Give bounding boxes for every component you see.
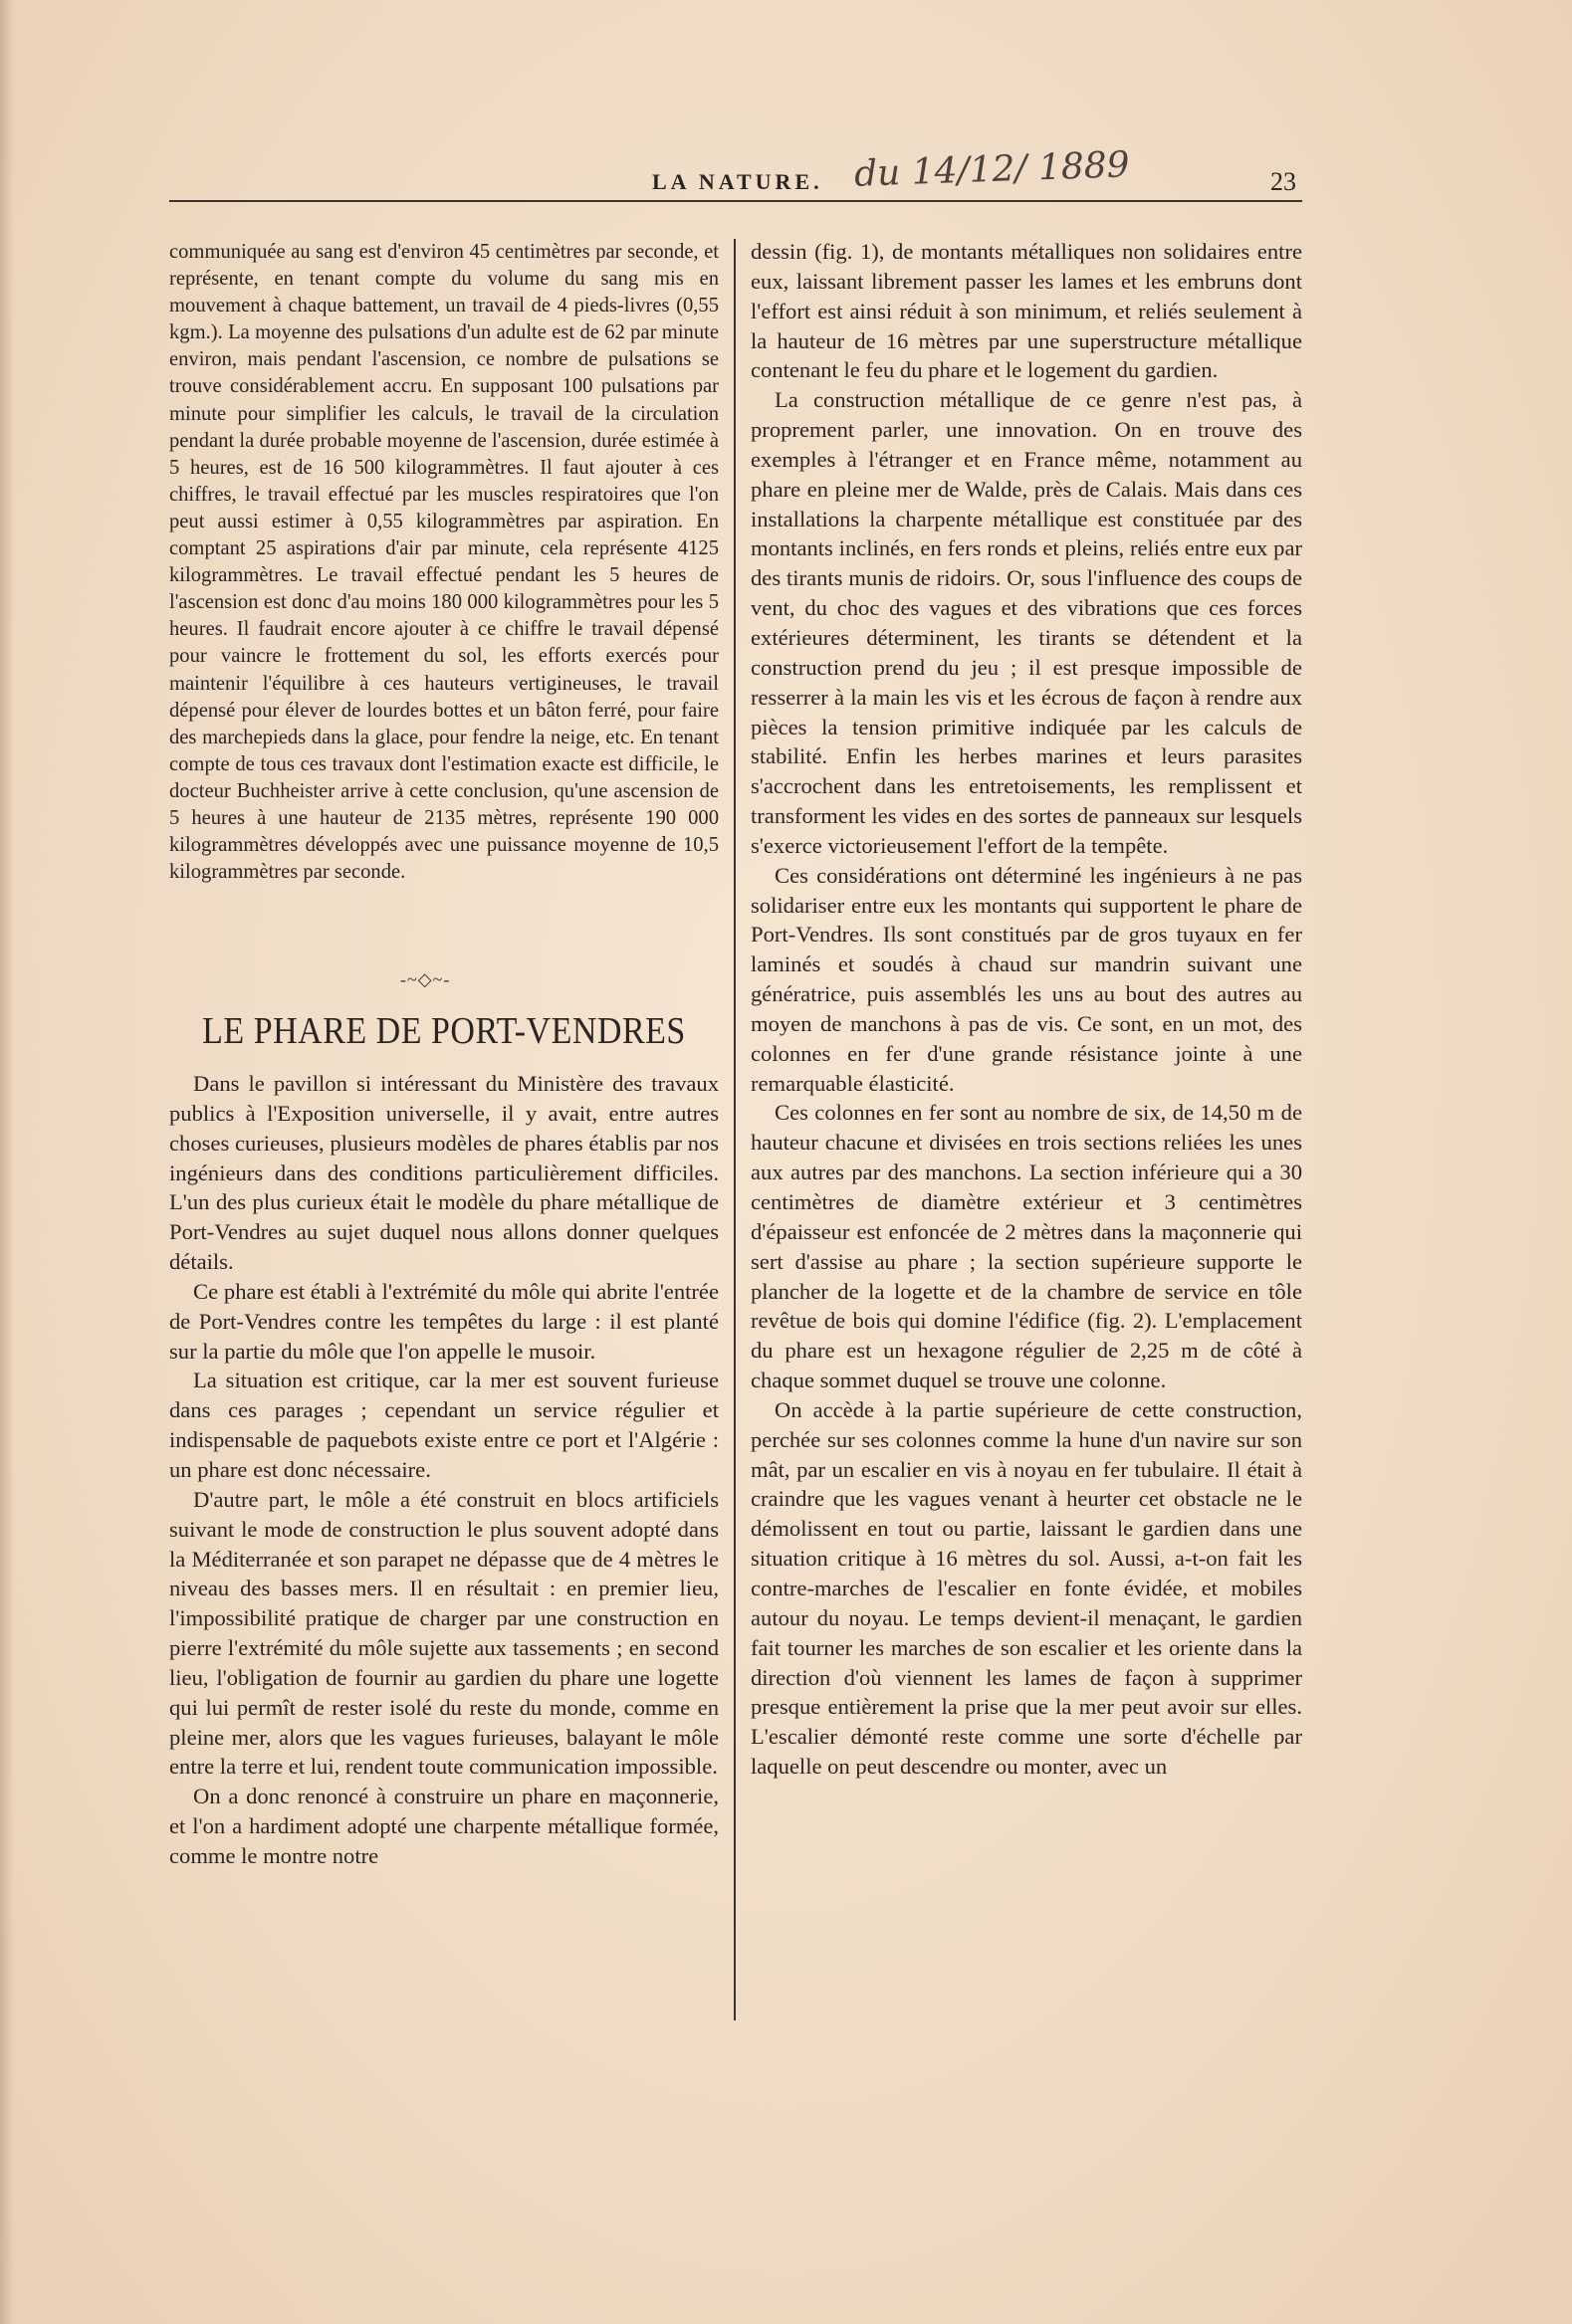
paragraph: D'autre part, le môle a été construit en blocs artificiels suivant le mode de construction le plus souvent adopté dans la Méditerranée et son parapet ne dépasse que de 4 mètres le niveau des basses mers. Il en résultait : en premier lieu, l'impossibilité pratique de charger par une construction en pierre l'extrémité du môle sujette aux tassements ; en second lieu, l'obligation de fournir au gardien du phare une logette qui lui permît de rester isolé du reste du monde, comme en pleine mer, alors que les vagues furieuses, balayant le môle entre la terre et lui, rendent toute communication impossible. [169, 1486, 719, 1780]
right-column-article [751, 237, 1302, 1782]
paragraph: On a donc renoncé à construire un phare en maçonnerie, et l'on a hardiment adopté une charpente métallique formée, comme le montre notre [169, 1784, 719, 1868]
page-edge-shadow [0, 0, 14, 2324]
column-divider [734, 239, 736, 2020]
paragraph: dessin (fig. 1), de montants métalliques non solidaires entre eux, laissant librement passer les lames et les embruns dont l'effort est ainsi réduit à son minimum, et reliés seulement à la hauteur de 16 mètres par une superstructure métallique contenant le feu du phare et le logement du gardien. [751, 239, 1302, 383]
left-column-top-text [169, 239, 719, 886]
paragraph: communiquée au sang est d'environ 45 centimètres par seconde, et représente, en tenant compte du volume du sang mis en mouvement à chaque battement, un travail de 4 pieds-livres (0,55 kgm.). La moyenne des pulsations d'un adulte est de 62 par minute environ, mais pendant l'ascension, ce nombre de pulsations se trouve considérablement accru. En supposant 100 pulsations par minute pour simplifier les calculs, le travail de la circulation pendant la durée probable moyenne de l'ascension, durée estimée à 5 heures, est de 16 500 kilogrammètres. Il faut ajouter à ces chiffres, le travail effectué par les muscles respiratoires que l'on peut aussi estimer à 0,55 kilogrammètres par aspiration. En comptant 25 aspirations d'air par minute, cela représente 4125 kilogrammètres. Le travail effectué pendant les 5 heures de l'ascension est donc d'au moins 180 000 kilogrammètres pour les 5 heures. Il faudrait encore ajouter à ce chiffre le travail dépensé pour vaincre le frottement du sol, les efforts exercés pour maintenir l'équilibre à ces hauteurs vertigineuses, le travail dépensé pour élever de lourdes bottes et un bâton ferré, pour faire des marchepieds dans la glace, pour fendre la neige, etc. En tenant compte de tous ces travaux dont l'estimation exacte est difficile, le docteur Buchheister arrive à cette conclusion, qu'une ascension de 5 heures à une hauteur de 2135 mètres, représente 190 000 kilogrammètres développés avec une puissance moyenne de 10,5 kilogrammètres par seconde. [169, 241, 719, 884]
paragraph: Dans le pavillon si intéressant du Ministère des travaux publics à l'Exposition universelle, il y avait, entre autres choses curieuses, plusieurs modèles de phares établis par nos ingénieurs dans des conditions particulièrement difficiles. L'un des plus curieux était le modèle du phare métallique de Port-Vendres au sujet duquel nous allons donner quelques détails. [169, 1071, 719, 1275]
handwritten-date: du 14/12/ 1889 [853, 144, 1131, 195]
page-number: 23 [1270, 167, 1296, 196]
left-column-article [169, 1069, 719, 1871]
section-ornament: -~◇~- [400, 969, 451, 989]
header-rule [169, 200, 1302, 202]
paragraph: On accède à la partie supérieure de cette construction, perchée sur ses colonnes comme la hune d'un navire sur son mât, par un escalier en vis à noyau en fer tubulaire. Il était à craindre que les vagues venant à heurter cet obstacle ne le démolissent en tout ou partie, laissant le gardien dans une situation critique à 16 mètres du sol. Aussi, a-t-on fait les contre-marches de l'escalier en fonte évidée, et mobiles autour du noyau. Le temps devient-il menaçant, le gardien fait tourner les marches de son escalier et les oriente dans la direction d'où viennent les lames de façon à supprimer presque entièrement la prise que la mer peut avoir sur elles. L'escalier démonté reste comme une sorte d'échelle par laquelle on peut descendre ou monter, avec un [751, 1396, 1302, 1780]
paragraph: Ce phare est établi à l'extrémité du môle qui abrite l'entrée de Port-Vendres contre les tempêtes du large : il est planté sur la partie du môle que l'on appelle le musoir. [169, 1278, 719, 1364]
paragraph: La situation est critique, car la mer est souvent furieuse dans ces parages ; cependant un service régulier et indispensable de paquebots existe entre ce port et l'Algérie : un phare est donc nécessaire. [169, 1368, 719, 1482]
article-title: LE PHARE DE PORT-VENDRES [202, 1010, 686, 1053]
paragraph: La construction métallique de ce genre n'est pas, à proprement parler, une innovation. On en trouve des exemples à l'étranger et en France même, notamment au phare en pleine mer de Walde, près de Calais. Mais dans ces installations la charpente métallique est constituée par des montants inclinés, en fers ronds et pleins, reliés entre eux par des tirants munis de ridoirs. Or, sous l'influence des coups de vent, du choc des vagues et des vibrations que ces forces extérieures déterminent, les tirants se détendent et la construction prend du jeu ; il est presque impossible de resserrer à la main les vis et les écrous de façon à rendre aux pièces la tension primitive indiquée par les calculs de stabilité. Enfin les herbes marines et leurs parasites s'accrochent dans les entretoisements, les remplissent et transforment les vides en des sortes de panneaux sur lesquels s'exerce victorieusement l'effort de la tempête. [751, 387, 1302, 858]
paragraph: Ces considérations ont déterminé les ingénieurs à ne pas solidariser entre eux les montants qui supportent le phare de Port-Vendres. Ils sont constitués par de gros tuyaux en fer laminés et soudés à chaud sur mandrin suivant une génératrice, puis assemblés les uns au bout des autres au moyen de manchons à pas de vis. Ce sont, en un mot, des colonnes en fer d'une grande résistance jointe à une remarquable élasticité. [751, 862, 1302, 1096]
running-header-title: LA NATURE. [652, 169, 823, 194]
paragraph: Ces colonnes en fer sont au nombre de six, de 14,50 m de hauteur chacune et divisées en trois sections reliées les unes aux autres par des manchons. La section inférieure qui a 30 centimètres de diamètre extérieur et 3 centimètres d'épaisseur est enfoncée de 2 mètres dans la maçonnerie qui sert d'assise au phare ; la section supérieure supporte le plancher de la logette et de la chambre de service en tôle revêtue de bois qui domine l'édifice (fig. 2). L'emplacement du phare est un hexagone régulier de 2,25 m de côté à chaque sommet duquel se trouve une colonne. [751, 1100, 1302, 1393]
